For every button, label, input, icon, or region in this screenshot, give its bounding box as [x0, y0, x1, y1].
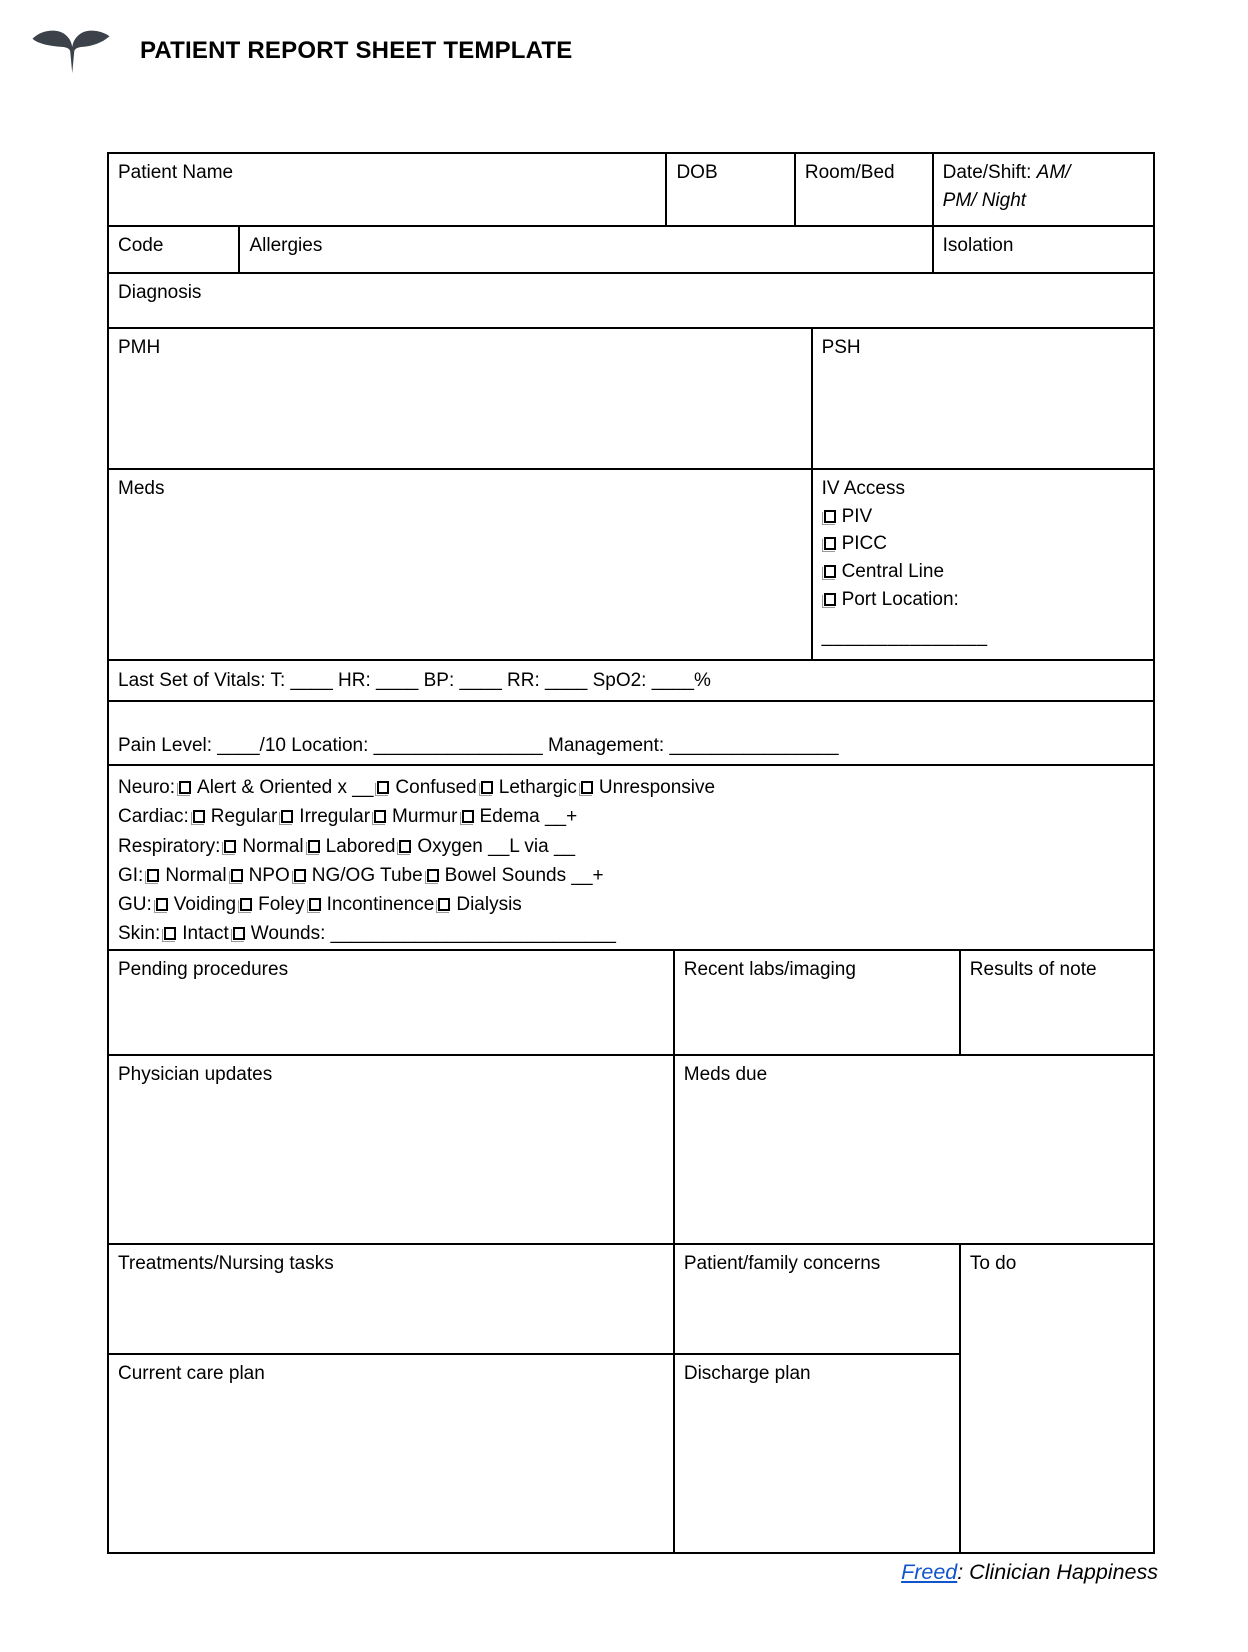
checkbox-icon [240, 898, 252, 911]
assessment-line [118, 802, 1145, 831]
table-row-code-allergies [109, 225, 1153, 272]
checkbox-icon [399, 840, 411, 853]
checkbox-icon [824, 593, 836, 606]
pain-line: Pain Level: ____/10 Location: ________________ Management: ________________ [118, 735, 839, 756]
table-bottom-left [109, 1245, 959, 1552]
assessment-system-label: Skin: [118, 923, 161, 945]
date-shift-label: Date/Shift: [942, 162, 1037, 183]
assessment-line [118, 832, 1145, 861]
checkbox-icon [294, 869, 306, 882]
iv-option-label: Central Line [841, 561, 945, 583]
assessment-option-label: Alert & Oriented x __ [197, 777, 374, 798]
checkbox-icon [824, 510, 836, 523]
checkbox-icon [224, 840, 236, 853]
table-row-pending [109, 949, 1153, 1054]
checkbox-icon [179, 781, 191, 794]
checkbox-icon [193, 810, 205, 823]
table-row-meds-iv [109, 468, 1153, 659]
patient-name-cell: Patient Name [118, 162, 234, 183]
checkbox-icon [824, 565, 836, 578]
assessment-option-label: Edema __+ [479, 806, 578, 828]
checkbox-icon [824, 537, 836, 550]
assessment-option-label: Labored [325, 835, 396, 857]
assessment-option-label: Incontinence [326, 894, 435, 915]
assessment-option-label: Oxygen __L via __ [417, 835, 576, 857]
assessment-option-label: Regular [210, 806, 278, 828]
pending-procedures-cell: Pending procedures [118, 959, 289, 980]
assessment-line [118, 890, 1145, 919]
iv-access-title: IV Access [821, 478, 905, 499]
table-row-vitals [109, 659, 1153, 700]
isolation-cell: Isolation [932, 227, 1153, 272]
meds-due-cell: Meds due [673, 1056, 1153, 1243]
table-row-diagnosis [109, 272, 1153, 327]
port-location-blank-line: _______________ [821, 626, 988, 648]
checkbox-icon [309, 898, 321, 911]
assessment-line [118, 919, 1145, 948]
table-row-history [109, 327, 1153, 468]
assessment-option-label: Voiding [173, 894, 237, 915]
footer-tagline-text: : Clinician Happiness [957, 1560, 1158, 1584]
assessment-system-label: GU: [118, 894, 152, 915]
assessment-option-label: NG/OG Tube [311, 864, 423, 886]
psh-cell: PSH [811, 329, 1153, 468]
assessment-system-label: Respiratory: [118, 835, 221, 857]
checkbox-icon [147, 869, 159, 882]
assessment-system-label: Cardiac: [118, 806, 189, 828]
iv-option-label: PICC [841, 533, 887, 555]
patient-report-table [107, 152, 1155, 1554]
assessment-option-label: Foley [258, 894, 305, 915]
assessment-option-label: Intact [182, 923, 229, 945]
checkbox-icon [581, 781, 593, 794]
checkbox-icon [374, 810, 386, 823]
treatments-cell: Treatments/Nursing tasks [118, 1253, 334, 1274]
iv-option [822, 586, 1145, 614]
patient-family-concerns-cell: Patient/family concerns [673, 1245, 959, 1353]
todo-cell: To do [959, 1245, 1153, 1552]
date-shift-option-pm-night: PM/ Night [942, 189, 1027, 211]
checkbox-icon [233, 927, 245, 940]
physician-updates-cell: Physician updates [118, 1064, 273, 1085]
discharge-plan-cell: Discharge plan [673, 1355, 959, 1552]
assessment-option-label: Wounds: ___________________________ [250, 923, 616, 945]
assessment-option-label: Normal [242, 835, 304, 857]
checkbox-icon [308, 840, 320, 853]
assessment-option-label: Unresponsive [598, 777, 716, 798]
checkbox-icon [462, 810, 474, 823]
assessment-line [118, 773, 1145, 802]
assessment-option-label: Confused [395, 777, 477, 798]
assessment-system-label: GI: [118, 864, 144, 886]
assessment-option-label: Dialysis [456, 894, 522, 915]
table-row-assessment [109, 764, 1153, 949]
iv-option [822, 558, 1145, 586]
document-header [30, 25, 572, 77]
room-bed-cell: Room/Bed [794, 154, 932, 225]
checkbox-icon [438, 898, 450, 911]
iv-option-label: PIV [841, 505, 873, 527]
vitals-line: Last Set of Vitals: T: ____ HR: ____ BP: ____ RR: ____ SpO2: ____% [118, 670, 711, 691]
iv-access-cell [811, 470, 1153, 659]
assessment-option-label: NPO [248, 864, 290, 886]
recent-labs-cell: Recent labs/imaging [673, 951, 959, 1054]
table-row-pain [109, 700, 1153, 764]
checkbox-icon [427, 869, 439, 882]
date-shift-option-am: AM/ [1036, 162, 1071, 183]
freed-bird-logo-icon [30, 25, 112, 77]
assessment-cell [109, 766, 1153, 949]
table-bottom-section [109, 1243, 1153, 1552]
page-title: PATIENT REPORT SHEET TEMPLATE [140, 37, 573, 64]
assessment-system-label: Neuro: [118, 777, 176, 798]
iv-option-label: Port Location: [841, 589, 959, 611]
assessment-option-label: Normal [165, 864, 227, 886]
checkbox-icon [164, 927, 176, 940]
results-of-note-cell: Results of note [959, 951, 1153, 1054]
diagnosis-cell: Diagnosis [118, 282, 202, 303]
assessment-option-label: Irregular [299, 806, 371, 828]
checkbox-icon [377, 781, 389, 794]
iv-options-list [822, 503, 1145, 615]
iv-option [822, 530, 1145, 558]
table-row-care-plan [109, 1353, 959, 1552]
current-care-plan-cell: Current care plan [118, 1363, 265, 1384]
meds-cell: Meds [118, 478, 165, 499]
checkbox-icon [156, 898, 168, 911]
code-cell: Code [118, 235, 164, 256]
assessment-option-label: Lethargic [498, 777, 577, 798]
date-shift-cell [932, 154, 1153, 225]
assessment-option-label: Murmur [392, 806, 458, 828]
checkbox-icon [281, 810, 293, 823]
freed-link[interactable]: Freed [901, 1560, 958, 1584]
assessment-option-label: Bowel Sounds __+ [444, 864, 604, 886]
iv-option [822, 503, 1145, 531]
allergies-cell: Allergies [238, 227, 931, 272]
table-row-identity [109, 154, 1153, 225]
dob-cell: DOB [665, 154, 793, 225]
table-row-treatments [109, 1245, 959, 1353]
checkbox-icon [481, 781, 493, 794]
table-row-physician [109, 1054, 1153, 1243]
checkbox-icon [231, 869, 243, 882]
pmh-cell: PMH [118, 337, 161, 358]
assessment-line [118, 861, 1145, 890]
footer-tagline [901, 1560, 1158, 1585]
